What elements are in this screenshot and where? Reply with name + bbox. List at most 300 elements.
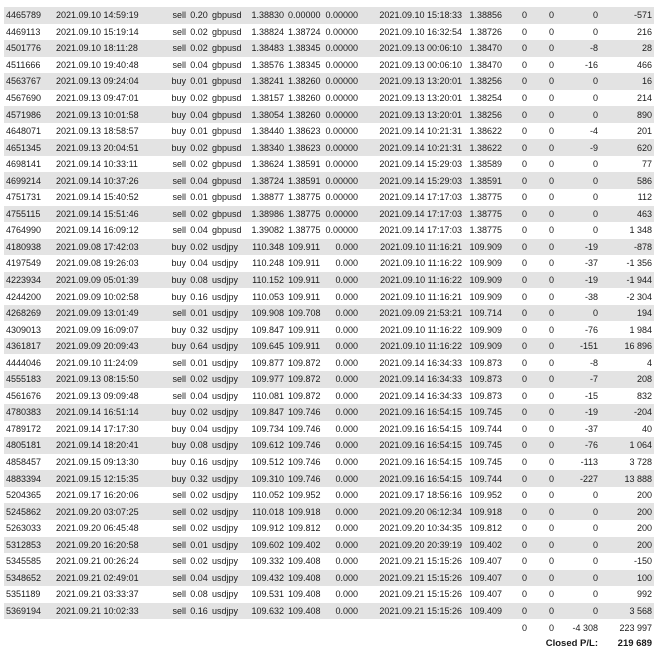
cell-size: 0.02: [188, 487, 210, 504]
cell-profit: 1 984: [600, 321, 654, 338]
cell-swap: -19: [556, 404, 600, 421]
cell-ticket: 4511666: [4, 57, 54, 74]
cell-commission: 0: [504, 255, 529, 272]
cell-sl: 109.872: [286, 354, 322, 371]
cell-swap: 0: [556, 24, 600, 41]
cell-taxes: 0: [529, 404, 556, 421]
cell-swap: 0: [556, 603, 600, 620]
cell-item: gbpusd: [210, 222, 248, 239]
cell-ticket: 4805181: [4, 437, 54, 454]
cell-type: sell: [162, 57, 188, 74]
cell-item: usdjpy: [210, 487, 248, 504]
cell-commission: 0: [504, 206, 529, 223]
cell-tp: 0.000: [322, 354, 360, 371]
cell-size: 0.01: [188, 123, 210, 140]
cell-close-time: 2021.09.14 15:29:03: [360, 172, 464, 189]
trade-row: [4, 156, 654, 173]
cell-open-time: 2021.09.20 16:20:58: [54, 537, 162, 554]
cell-close-time: 2021.09.09 21:53:21: [360, 305, 464, 322]
cell-commission: 0: [504, 470, 529, 487]
cell-commission: 0: [504, 354, 529, 371]
cell-open-price: 109.612: [248, 437, 286, 454]
cell-close-time: 2021.09.14 17:17:03: [360, 222, 464, 239]
cell-open-time: 2021.09.15 12:15:35: [54, 470, 162, 487]
cell-sl: 109.408: [286, 553, 322, 570]
cell-close-price: 1.38254: [464, 90, 504, 107]
cell-open-price: 1.38241: [248, 73, 286, 90]
cell-open-price: 1.39082: [248, 222, 286, 239]
cell-swap: 0: [556, 570, 600, 587]
cell-item: gbpusd: [210, 156, 248, 173]
cell-swap: -76: [556, 321, 600, 338]
trade-row: [4, 338, 654, 355]
cell-close-price: 109.909: [464, 272, 504, 289]
cell-open-price: 109.531: [248, 586, 286, 603]
cell-open-price: 109.645: [248, 338, 286, 355]
cell-profit: 40: [600, 421, 654, 438]
cell-open-price: 109.432: [248, 570, 286, 587]
cell-type: buy: [162, 90, 188, 107]
cell-tp: 0.00000: [322, 40, 360, 57]
cell-type: buy: [162, 421, 188, 438]
cell-ticket: 4563767: [4, 73, 54, 90]
cell-taxes: 0: [529, 156, 556, 173]
cell-taxes: 0: [529, 172, 556, 189]
cell-ticket: 4268269: [4, 305, 54, 322]
cell-close-price: 109.812: [464, 520, 504, 537]
cell-profit: -878: [600, 239, 654, 256]
cell-close-price: 1.38256: [464, 106, 504, 123]
cell-item: usdjpy: [210, 503, 248, 520]
trade-rows: [4, 7, 654, 619]
cell-profit: 200: [600, 487, 654, 504]
cell-swap: 0: [556, 156, 600, 173]
cell-size: 0.02: [188, 404, 210, 421]
cell-profit: 3 728: [600, 454, 654, 471]
cell-item: usdjpy: [210, 321, 248, 338]
cell-type: sell: [162, 388, 188, 405]
cell-close-price: 109.407: [464, 553, 504, 570]
cell-type: sell: [162, 24, 188, 41]
cell-open-time: 2021.09.09 05:01:39: [54, 272, 162, 289]
cell-swap: 0: [556, 106, 600, 123]
cell-ticket: 4651345: [4, 139, 54, 156]
cell-type: buy: [162, 321, 188, 338]
cell-open-time: 2021.09.14 15:40:52: [54, 189, 162, 206]
trade-report: [4, 7, 654, 652]
cell-item: usdjpy: [210, 537, 248, 554]
cell-taxes: 0: [529, 272, 556, 289]
cell-tp: 0.000: [322, 537, 360, 554]
cell-open-time: 2021.09.13 09:47:01: [54, 90, 162, 107]
cell-tp: 0.00000: [322, 123, 360, 140]
cell-tp: 0.00000: [322, 172, 360, 189]
cell-taxes: 0: [529, 90, 556, 107]
cell-size: 0.08: [188, 272, 210, 289]
cell-taxes: 0: [529, 40, 556, 57]
cell-type: buy: [162, 470, 188, 487]
cell-profit: 28: [600, 40, 654, 57]
cell-swap: 0: [556, 7, 600, 24]
cell-close-time: 2021.09.16 16:54:15: [360, 454, 464, 471]
cell-ticket: 4180938: [4, 239, 54, 256]
cell-open-time: 2021.09.14 17:17:30: [54, 421, 162, 438]
trade-row: [4, 470, 654, 487]
cell-taxes: 0: [529, 7, 556, 24]
cell-profit: 16: [600, 73, 654, 90]
cell-item: gbpusd: [210, 7, 248, 24]
cell-close-price: 109.909: [464, 239, 504, 256]
cell-open-time: 2021.09.21 02:49:01: [54, 570, 162, 587]
cell-open-price: 1.38576: [248, 57, 286, 74]
cell-swap: 0: [556, 503, 600, 520]
cell-profit: 992: [600, 586, 654, 603]
cell-close-time: 2021.09.13 00:06:10: [360, 40, 464, 57]
cell-close-price: 1.38775: [464, 189, 504, 206]
trade-row: [4, 255, 654, 272]
cell-tp: 0.000: [322, 470, 360, 487]
cell-open-time: 2021.09.09 13:01:49: [54, 305, 162, 322]
cell-commission: 0: [504, 123, 529, 140]
cell-size: 0.02: [188, 24, 210, 41]
totals-row: [4, 619, 654, 636]
cell-open-time: 2021.09.20 03:07:25: [54, 503, 162, 520]
cell-tp: 0.000: [322, 520, 360, 537]
cell-open-price: 109.912: [248, 520, 286, 537]
cell-size: 0.04: [188, 172, 210, 189]
cell-sl: 109.746: [286, 454, 322, 471]
cell-sl: 1.38724: [286, 24, 322, 41]
cell-item: usdjpy: [210, 255, 248, 272]
cell-close-time: 2021.09.14 16:34:33: [360, 354, 464, 371]
cell-commission: 0: [504, 24, 529, 41]
cell-open-time: 2021.09.10 15:19:14: [54, 24, 162, 41]
cell-swap: -37: [556, 255, 600, 272]
cell-close-price: 1.38622: [464, 139, 504, 156]
cell-tp: 0.00000: [322, 106, 360, 123]
cell-ticket: 4858457: [4, 454, 54, 471]
cell-type: buy: [162, 288, 188, 305]
cell-commission: 0: [504, 90, 529, 107]
cell-open-time: 2021.09.13 09:24:04: [54, 73, 162, 90]
cell-swap: 0: [556, 520, 600, 537]
cell-size: 0.04: [188, 255, 210, 272]
cell-profit: 200: [600, 503, 654, 520]
cell-taxes: 0: [529, 603, 556, 620]
cell-item: gbpusd: [210, 40, 248, 57]
cell-tp: 0.000: [322, 371, 360, 388]
cell-close-time: 2021.09.10 11:16:21: [360, 239, 464, 256]
cell-size: 0.01: [188, 354, 210, 371]
cell-sl: 109.408: [286, 603, 322, 620]
cell-commission: 0: [504, 189, 529, 206]
cell-taxes: 0: [529, 470, 556, 487]
cell-size: 0.08: [188, 586, 210, 603]
cell-swap: 0: [556, 553, 600, 570]
cell-ticket: 4555183: [4, 371, 54, 388]
cell-sl: 1.38260: [286, 90, 322, 107]
cell-sl: 109.911: [286, 255, 322, 272]
cell-size: 0.02: [188, 553, 210, 570]
cell-profit: 4: [600, 354, 654, 371]
cell-open-time: 2021.09.21 03:33:37: [54, 586, 162, 603]
cell-open-price: 1.38986: [248, 206, 286, 223]
total-profit: 223 997: [600, 619, 654, 636]
trade-row: [4, 487, 654, 504]
cell-open-time: 2021.09.08 17:42:03: [54, 239, 162, 256]
cell-close-price: 1.38589: [464, 156, 504, 173]
cell-swap: -7: [556, 371, 600, 388]
trade-row: [4, 371, 654, 388]
trade-row: [4, 321, 654, 338]
cell-open-time: 2021.09.13 20:04:51: [54, 139, 162, 156]
cell-taxes: 0: [529, 586, 556, 603]
cell-sl: 109.408: [286, 586, 322, 603]
cell-size: 0.32: [188, 321, 210, 338]
cell-commission: 0: [504, 288, 529, 305]
cell-sl: 1.38623: [286, 139, 322, 156]
cell-commission: 0: [504, 570, 529, 587]
cell-close-price: 109.714: [464, 305, 504, 322]
cell-tp: 0.000: [322, 570, 360, 587]
cell-ticket: 4469113: [4, 24, 54, 41]
cell-close-price: 109.744: [464, 421, 504, 438]
cell-profit: 214: [600, 90, 654, 107]
cell-type: sell: [162, 7, 188, 24]
cell-size: 0.02: [188, 239, 210, 256]
cell-close-time: 2021.09.10 11:16:22: [360, 321, 464, 338]
cell-sl: 109.402: [286, 537, 322, 554]
cell-tp: 0.00000: [322, 139, 360, 156]
cell-tp: 0.000: [322, 586, 360, 603]
cell-commission: 0: [504, 272, 529, 289]
cell-sl: 109.911: [286, 272, 322, 289]
cell-sl: 1.38591: [286, 172, 322, 189]
cell-open-price: 110.053: [248, 288, 286, 305]
trade-row: [4, 354, 654, 371]
trade-row: [4, 123, 654, 140]
cell-open-time: 2021.09.10 11:24:09: [54, 354, 162, 371]
trade-row: [4, 139, 654, 156]
cell-close-time: 2021.09.21 15:15:26: [360, 553, 464, 570]
cell-type: buy: [162, 73, 188, 90]
cell-open-price: 109.847: [248, 321, 286, 338]
cell-close-time: 2021.09.13 13:20:01: [360, 106, 464, 123]
cell-size: 0.01: [188, 305, 210, 322]
cell-taxes: 0: [529, 255, 556, 272]
cell-close-time: 2021.09.10 11:16:22: [360, 338, 464, 355]
cell-size: 0.20: [188, 7, 210, 24]
cell-profit: 200: [600, 520, 654, 537]
cell-type: buy: [162, 437, 188, 454]
cell-close-price: 109.744: [464, 470, 504, 487]
cell-swap: 0: [556, 487, 600, 504]
cell-type: sell: [162, 553, 188, 570]
cell-sl: 109.746: [286, 437, 322, 454]
cell-tp: 0.00000: [322, 57, 360, 74]
cell-item: gbpusd: [210, 73, 248, 90]
cell-ticket: 5312853: [4, 537, 54, 554]
cell-ticket: 4465789: [4, 7, 54, 24]
cell-commission: 0: [504, 321, 529, 338]
cell-close-time: 2021.09.10 11:16:22: [360, 272, 464, 289]
cell-tp: 0.000: [322, 272, 360, 289]
cell-commission: 0: [504, 172, 529, 189]
cell-swap: -19: [556, 272, 600, 289]
cell-close-time: 2021.09.16 16:54:15: [360, 470, 464, 487]
cell-close-time: 2021.09.21 15:15:26: [360, 603, 464, 620]
cell-item: gbpusd: [210, 189, 248, 206]
cell-sl: 0.00000: [286, 7, 322, 24]
cell-item: gbpusd: [210, 123, 248, 140]
cell-ticket: 4648071: [4, 123, 54, 140]
cell-profit: 216: [600, 24, 654, 41]
cell-close-time: 2021.09.14 15:29:03: [360, 156, 464, 173]
cell-commission: 0: [504, 537, 529, 554]
trade-row: [4, 388, 654, 405]
cell-item: gbpusd: [210, 172, 248, 189]
cell-open-price: 109.332: [248, 553, 286, 570]
cell-close-price: 1.38470: [464, 57, 504, 74]
cell-swap: 0: [556, 172, 600, 189]
cell-open-price: 109.908: [248, 305, 286, 322]
cell-tp: 0.000: [322, 388, 360, 405]
cell-profit: 208: [600, 371, 654, 388]
cell-open-price: 1.38483: [248, 40, 286, 57]
cell-taxes: 0: [529, 139, 556, 156]
cell-profit: 3 568: [600, 603, 654, 620]
cell-item: usdjpy: [210, 586, 248, 603]
cell-ticket: 4197549: [4, 255, 54, 272]
cell-open-time: 2021.09.21 10:02:33: [54, 603, 162, 620]
cell-open-time: 2021.09.14 10:37:26: [54, 172, 162, 189]
cell-open-price: 110.348: [248, 239, 286, 256]
closed-trades-table: [4, 7, 654, 652]
cell-size: 0.64: [188, 338, 210, 355]
cell-sl: 1.38775: [286, 222, 322, 239]
cell-close-time: 2021.09.13 13:20:01: [360, 90, 464, 107]
cell-sl: 109.911: [286, 338, 322, 355]
cell-sl: 109.872: [286, 388, 322, 405]
cell-size: 0.01: [188, 537, 210, 554]
cell-open-price: 1.38054: [248, 106, 286, 123]
cell-profit: 16 896: [600, 338, 654, 355]
cell-type: sell: [162, 520, 188, 537]
cell-type: buy: [162, 106, 188, 123]
cell-item: usdjpy: [210, 470, 248, 487]
cell-item: usdjpy: [210, 354, 248, 371]
cell-open-time: 2021.09.14 10:33:11: [54, 156, 162, 173]
cell-open-time: 2021.09.08 19:26:03: [54, 255, 162, 272]
cell-item: usdjpy: [210, 520, 248, 537]
cell-close-time: 2021.09.14 17:17:03: [360, 189, 464, 206]
cell-close-time: 2021.09.14 16:34:33: [360, 388, 464, 405]
cell-tp: 0.00000: [322, 222, 360, 239]
cell-close-time: 2021.09.10 11:16:22: [360, 255, 464, 272]
trade-row: [4, 553, 654, 570]
cell-swap: 0: [556, 73, 600, 90]
cell-open-price: 109.310: [248, 470, 286, 487]
trade-row: [4, 404, 654, 421]
cell-tp: 0.000: [322, 239, 360, 256]
cell-close-price: 109.745: [464, 404, 504, 421]
cell-close-price: 1.38470: [464, 40, 504, 57]
cell-commission: 0: [504, 603, 529, 620]
cell-open-time: 2021.09.13 08:15:50: [54, 371, 162, 388]
cell-sl: 109.872: [286, 371, 322, 388]
cell-commission: 0: [504, 106, 529, 123]
cell-taxes: 0: [529, 338, 556, 355]
cell-swap: -37: [556, 421, 600, 438]
total-taxes: 0: [529, 619, 556, 636]
cell-item: usdjpy: [210, 603, 248, 620]
cell-taxes: 0: [529, 305, 556, 322]
cell-ticket: 4444046: [4, 354, 54, 371]
cell-swap: -8: [556, 354, 600, 371]
cell-commission: 0: [504, 239, 529, 256]
trade-row: [4, 90, 654, 107]
cell-sl: 109.952: [286, 487, 322, 504]
cell-swap: 0: [556, 537, 600, 554]
cell-item: usdjpy: [210, 272, 248, 289]
cell-commission: 0: [504, 40, 529, 57]
cell-swap: 0: [556, 189, 600, 206]
cell-ticket: 5348652: [4, 570, 54, 587]
cell-sl: 109.708: [286, 305, 322, 322]
cell-type: buy: [162, 338, 188, 355]
cell-swap: -76: [556, 437, 600, 454]
cell-item: gbpusd: [210, 106, 248, 123]
cell-item: usdjpy: [210, 437, 248, 454]
cell-close-time: 2021.09.21 15:15:26: [360, 570, 464, 587]
trade-row: [4, 172, 654, 189]
cell-taxes: 0: [529, 487, 556, 504]
cell-taxes: 0: [529, 106, 556, 123]
cell-open-time: 2021.09.10 14:59:19: [54, 7, 162, 24]
cell-commission: 0: [504, 338, 529, 355]
cell-size: 0.32: [188, 470, 210, 487]
cell-taxes: 0: [529, 421, 556, 438]
trade-row: [4, 40, 654, 57]
cell-profit: 112: [600, 189, 654, 206]
cell-tp: 0.000: [322, 437, 360, 454]
cell-close-price: 109.402: [464, 537, 504, 554]
cell-swap: -8: [556, 40, 600, 57]
cell-close-time: 2021.09.10 11:16:21: [360, 288, 464, 305]
cell-taxes: 0: [529, 239, 556, 256]
cell-sl: 109.911: [286, 239, 322, 256]
cell-item: usdjpy: [210, 454, 248, 471]
cell-open-time: 2021.09.13 09:09:48: [54, 388, 162, 405]
cell-taxes: 0: [529, 371, 556, 388]
cell-swap: 0: [556, 305, 600, 322]
trade-row: [4, 222, 654, 239]
cell-item: usdjpy: [210, 288, 248, 305]
cell-open-price: 1.38824: [248, 24, 286, 41]
cell-swap: -151: [556, 338, 600, 355]
trade-row: [4, 57, 654, 74]
cell-profit: 832: [600, 388, 654, 405]
cell-sl: 109.746: [286, 470, 322, 487]
cell-taxes: 0: [529, 354, 556, 371]
cell-taxes: 0: [529, 520, 556, 537]
cell-swap: 0: [556, 222, 600, 239]
cell-swap: -9: [556, 139, 600, 156]
cell-taxes: 0: [529, 537, 556, 554]
cell-close-time: 2021.09.20 20:39:19: [360, 537, 464, 554]
cell-sl: 109.918: [286, 503, 322, 520]
trade-row: [4, 106, 654, 123]
